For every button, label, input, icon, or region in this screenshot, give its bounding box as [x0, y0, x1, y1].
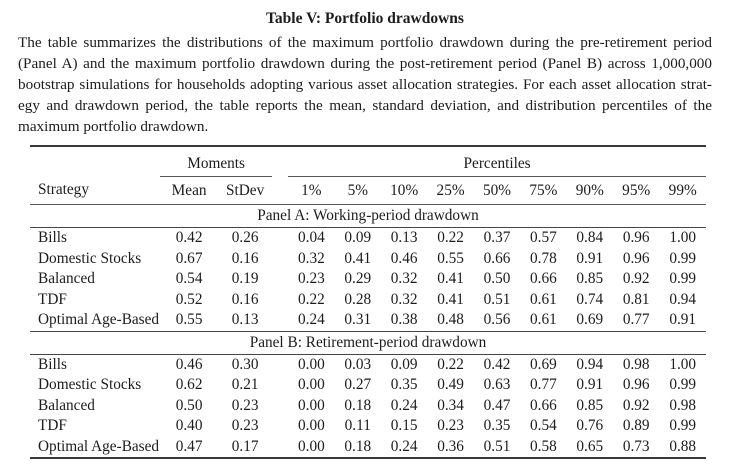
value-cell: 0.15	[390, 417, 418, 435]
panel-title: Panel A: Working-period drawdown	[30, 205, 706, 228]
value-cell: 0.99	[669, 249, 697, 267]
value-cell: 0.00	[297, 417, 325, 435]
table-row	[30, 396, 706, 417]
column-spacer	[272, 269, 288, 290]
strategy-column-header: Strategy	[30, 177, 160, 205]
value-cell: 0.22	[437, 355, 464, 373]
percentile-column-header: 50%	[474, 177, 520, 205]
value-cell: 0.54	[175, 270, 203, 288]
caption-line: bootstrap simulations for households adopting various asset allocation strategies. For each asset allocation strat-	[18, 76, 712, 93]
value-cell: 0.23	[297, 270, 325, 288]
value-cell: 0.51	[483, 437, 511, 455]
value-cell: 0.66	[483, 249, 511, 267]
value-cell: 0.11	[344, 417, 371, 435]
value-cell: 0.61	[520, 310, 566, 331]
value-cell: 0.65	[576, 437, 604, 455]
column-spacer	[272, 354, 288, 375]
value-cell: 0.88	[669, 437, 697, 455]
value-cell: 0.66	[530, 270, 557, 288]
value-cell: 0.09	[344, 229, 372, 247]
value-cell: 0.04	[297, 229, 325, 247]
value-cell: 0.94	[576, 355, 604, 373]
column-spacer	[272, 177, 288, 205]
percentile-column-header: 75%	[520, 177, 566, 205]
value-cell: 0.03	[344, 355, 372, 373]
value-cell: 0.28	[344, 290, 372, 308]
strategy-cell: Balanced	[38, 396, 95, 414]
table-row	[30, 290, 706, 311]
column-spacer	[272, 310, 288, 331]
value-cell: 0.78	[530, 249, 557, 267]
strategy-cell: Optimal Age-Based	[30, 310, 160, 331]
value-cell: 0.50	[483, 270, 511, 288]
table-row	[30, 249, 706, 270]
value-cell: 0.16	[231, 249, 259, 267]
value-cell: 0.66	[530, 396, 557, 414]
value-cell: 0.23	[437, 417, 464, 435]
value-cell: 0.77	[530, 376, 557, 394]
panel-b-header	[30, 331, 706, 354]
value-cell: 0.41	[344, 249, 372, 267]
strategy-cell: TDF	[38, 290, 67, 308]
value-cell: 0.92	[622, 396, 650, 414]
table-title: Table V: Portfolio drawdowns	[266, 10, 464, 27]
value-cell: 0.89	[622, 417, 650, 435]
percentile-column-header: 1%	[288, 177, 334, 205]
value-cell: 0.26	[231, 229, 259, 247]
value-cell: 0.00	[297, 396, 325, 414]
value-cell: 0.85	[576, 396, 604, 414]
panel-title: Panel B: Retirement-period drawdown	[30, 331, 706, 354]
column-spacer	[272, 228, 288, 249]
value-cell: 0.37	[483, 229, 511, 247]
value-cell: 0.41	[437, 270, 464, 288]
value-cell: 0.47	[175, 437, 203, 455]
value-cell: 0.62	[175, 376, 203, 394]
value-cell: 0.81	[622, 290, 650, 308]
value-cell: 0.00	[297, 437, 325, 455]
portfolio-drawdowns-table	[30, 145, 706, 459]
value-cell: 0.54	[530, 417, 557, 435]
column-spacer	[272, 375, 288, 396]
value-cell: 0.35	[483, 417, 511, 435]
value-cell: 0.00	[297, 355, 325, 373]
value-cell: 0.32	[297, 249, 325, 267]
value-cell: 0.55	[437, 249, 464, 267]
value-cell: 0.23	[231, 396, 259, 414]
table-row	[30, 310, 706, 331]
strategy-cell: TDF	[38, 417, 67, 435]
value-cell: 0.24	[288, 310, 334, 331]
value-cell: 0.91	[576, 249, 604, 267]
strategy-cell: Optimal Age-Based	[38, 437, 160, 455]
table-row	[30, 375, 706, 396]
value-cell: 0.42	[483, 355, 511, 373]
value-cell: 0.32	[390, 290, 418, 308]
value-cell: 0.96	[622, 229, 650, 247]
caption-line: egy and drawdown period, the table reports the mean, standard deviation, and distribution percentiles of the	[18, 97, 712, 114]
value-cell: 1.00	[669, 355, 697, 373]
column-spacer	[272, 290, 288, 311]
table-block	[18, 0, 712, 459]
column-spacer	[272, 146, 288, 177]
stdev-column-header: StDev	[218, 177, 272, 205]
strategy-cell: Bills	[38, 355, 67, 373]
percentile-column-header: 5%	[335, 177, 381, 205]
strategy-cell: Balanced	[38, 270, 95, 288]
value-cell: 0.30	[231, 355, 259, 373]
table-row	[30, 228, 706, 249]
value-cell: 0.91	[576, 376, 604, 394]
value-cell: 0.32	[390, 270, 418, 288]
percentiles-group-header: Percentiles	[288, 146, 706, 177]
value-cell: 0.96	[622, 249, 650, 267]
group-header-row	[30, 146, 706, 177]
value-cell: 0.18	[344, 437, 372, 455]
value-cell: 0.98	[622, 355, 650, 373]
column-spacer	[272, 416, 288, 437]
table-row	[30, 269, 706, 290]
value-cell: 0.92	[622, 270, 650, 288]
value-cell: 0.22	[297, 290, 325, 308]
value-cell: 0.67	[175, 249, 203, 267]
value-cell: 0.35	[390, 376, 418, 394]
value-cell: 0.27	[344, 376, 372, 394]
value-cell: 0.49	[437, 376, 464, 394]
value-cell: 0.99	[669, 417, 697, 435]
value-cell: 0.42	[175, 229, 203, 247]
value-cell: 0.96	[622, 376, 650, 394]
value-cell: 0.73	[622, 437, 650, 455]
value-cell: 0.85	[576, 270, 604, 288]
caption-line: (Panel A) and the maximum portfolio drawdown during the post-retirement period (Panel B) across 1,000,000	[18, 55, 712, 72]
value-cell: 0.69	[567, 310, 613, 331]
value-cell: 0.48	[427, 310, 473, 331]
value-cell: 0.46	[390, 249, 418, 267]
value-cell: 0.63	[483, 376, 511, 394]
value-cell: 0.19	[231, 270, 259, 288]
table-row	[30, 354, 706, 375]
value-cell: 1.00	[669, 229, 697, 247]
caption-line: The table summarizes the distributions of the maximum portfolio drawdown during the pre-retirement period	[18, 34, 712, 51]
value-cell: 0.13	[390, 229, 418, 247]
corner-cell	[30, 146, 160, 177]
value-cell: 0.17	[231, 437, 259, 455]
value-cell: 0.36	[437, 437, 464, 455]
percentile-column-header: 90%	[567, 177, 613, 205]
value-cell: 0.46	[175, 355, 203, 373]
percentile-column-header: 25%	[427, 177, 473, 205]
strategy-cell: Domestic Stocks	[38, 376, 142, 394]
value-cell: 0.13	[218, 310, 272, 331]
value-cell: 0.61	[530, 290, 557, 308]
value-cell: 0.41	[437, 290, 464, 308]
value-cell: 0.16	[231, 290, 259, 308]
value-cell: 0.47	[483, 396, 511, 414]
value-cell: 0.23	[231, 417, 259, 435]
value-cell: 0.56	[474, 310, 520, 331]
strategy-cell: Domestic Stocks	[38, 249, 142, 267]
value-cell: 0.31	[335, 310, 381, 331]
value-cell: 0.38	[381, 310, 427, 331]
value-cell: 0.50	[175, 396, 203, 414]
value-cell: 0.29	[344, 270, 372, 288]
value-cell: 0.52	[175, 290, 203, 308]
table-row	[30, 416, 706, 437]
value-cell: 0.21	[231, 376, 259, 394]
value-cell: 0.51	[483, 290, 511, 308]
column-header-row	[30, 177, 706, 205]
panel-a-header	[30, 205, 706, 228]
table-row	[30, 437, 706, 459]
value-cell: 0.24	[390, 437, 418, 455]
value-cell: 0.55	[160, 310, 218, 331]
value-cell: 0.24	[390, 396, 418, 414]
column-spacer	[272, 396, 288, 417]
value-cell: 0.09	[390, 355, 418, 373]
value-cell: 0.77	[613, 310, 659, 331]
mean-column-header: Mean	[160, 177, 218, 205]
value-cell: 0.76	[576, 417, 604, 435]
value-cell: 0.22	[437, 229, 464, 247]
value-cell: 0.58	[530, 437, 557, 455]
column-spacer	[272, 249, 288, 270]
strategy-cell: Bills	[38, 229, 67, 247]
percentile-column-header: 10%	[381, 177, 427, 205]
value-cell: 0.69	[530, 355, 557, 373]
value-cell: 0.99	[669, 270, 697, 288]
value-cell: 0.99	[669, 376, 697, 394]
value-cell: 0.00	[297, 376, 325, 394]
percentile-column-header: 99%	[659, 177, 706, 205]
table-caption	[18, 32, 712, 137]
value-cell: 0.34	[437, 396, 464, 414]
value-cell: 0.84	[576, 229, 604, 247]
moments-group-header: Moments	[160, 146, 272, 177]
value-cell: 0.91	[659, 310, 706, 331]
value-cell: 0.57	[530, 229, 557, 247]
value-cell: 0.98	[669, 396, 697, 414]
percentile-column-header: 95%	[613, 177, 659, 205]
value-cell: 0.40	[175, 417, 203, 435]
value-cell: 0.74	[576, 290, 604, 308]
caption-line: maximum portfolio drawdown.	[18, 118, 209, 135]
value-cell: 0.94	[669, 290, 697, 308]
column-spacer	[272, 437, 288, 459]
value-cell: 0.18	[344, 396, 372, 414]
